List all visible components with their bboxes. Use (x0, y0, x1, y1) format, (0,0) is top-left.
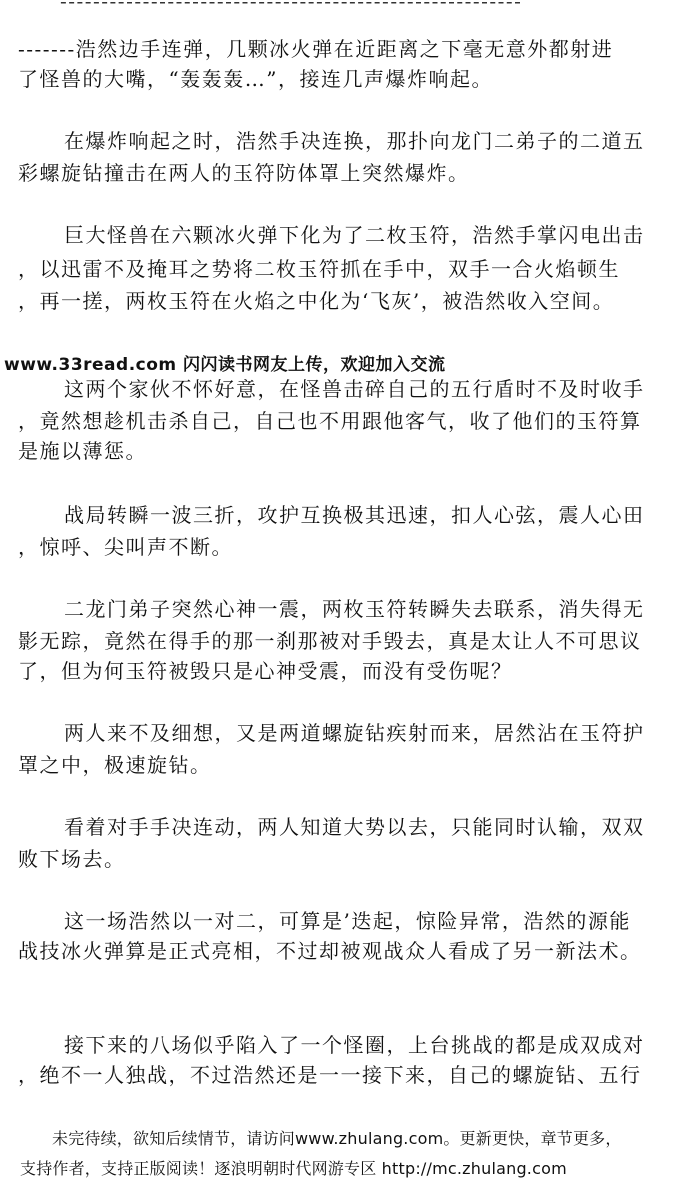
text-line-9: ，竟然想趁机击杀自己，自己也不用跟他客气，收了他们的玉符算 (18, 409, 642, 433)
watermark-banner: www.33read.com 闪闪读书网友上传，欢迎加入交流 (4, 355, 446, 375)
text-line-21: 战技冰火弹算是正式亮相，不过却被观战众人看成了另一新法术。 (18, 939, 642, 963)
text-line-7: ，再一搓，两枚玉符在火焰之中化为‘飞灰’，被浩然收入空间。 (18, 289, 615, 313)
text-line-3: 在爆炸响起之时，浩然手决连换，那扑向龙门二弟子的二道五 (64, 129, 645, 153)
text-line-13: 二龙门弟子突然心神一震，两枚玉符转瞬失去联系，消失得无 (64, 597, 645, 621)
text-line-15: 了，但为何玉符被毁只是心神受震，而没有受伤呢？ (18, 659, 513, 683)
cut-off-top-line: -------------------------------------------------------- (60, 0, 523, 13)
text-line-12: ，惊呼、尖叫声不断。 (18, 535, 233, 559)
text-line-2: 了怪兽的大嘴，“轰轰轰…”，接连几声爆炸响起。 (18, 67, 493, 91)
text-line-16: 两人来不及细想，又是两道螺旋钻疾射而来，居然沾在玉符护 (64, 721, 645, 745)
text-line-17: 罩之中，极速旋钻。 (18, 753, 212, 777)
text-line-20: 这一场浩然以一对二，可算是’迭起，惊险异常，浩然的源能 (64, 909, 631, 933)
text-line-5: 巨大怪兽在六颗冰火弹下化为了二枚玉符，浩然手掌闪电出击 (64, 223, 645, 247)
text-line-18: 看着对手手决连动，两人知道大势以去，只能同时认输，双双 (64, 815, 645, 839)
text-line-23: ，绝不一人独战，不过浩然还是一一接下来，自己的螺旋钻、五行 (18, 1063, 642, 1087)
footer-link-line[interactable]: 支持作者，支持正版阅读！逐浪明朝时代网游专区 http://mc.zhulang.com (20, 1159, 567, 1178)
text-line-22: 接下来的八场似乎陷入了一个怪圈，上台挑战的都是成双成对 (64, 1033, 645, 1057)
text-line-6: ，以迅雷不及掩耳之势将二枚玉符抓在手中，双手一合火焰顿生 (18, 257, 620, 281)
text-line-19: 败下场去。 (18, 847, 126, 871)
text-line-4: 彩螺旋钻撞击在两人的玉符防体罩上突然爆炸。 (18, 161, 470, 185)
text-line-11: 战局转瞬一波三折，攻护互换极其迅速，扣人心弦，震人心田 (64, 503, 645, 527)
text-line-1: -------浩然边手连弹，几颗冰火弹在近距离之下毫无意外都射进 (18, 37, 614, 61)
footer-notice: 未完待续，欲知后续情节，请访问www.zhulang.com。更新更快，章节更多， (52, 1129, 622, 1148)
text-line-8: 这两个家伙不怀好意，在怪兽击碎自己的五行盾时不及时收手 (64, 377, 645, 401)
text-line-14: 影无踪，竟然在得手的那一刹那被对手毁去，真是太让人不可思议 (18, 629, 642, 653)
text-line-10: 是施以薄惩。 (18, 439, 147, 463)
